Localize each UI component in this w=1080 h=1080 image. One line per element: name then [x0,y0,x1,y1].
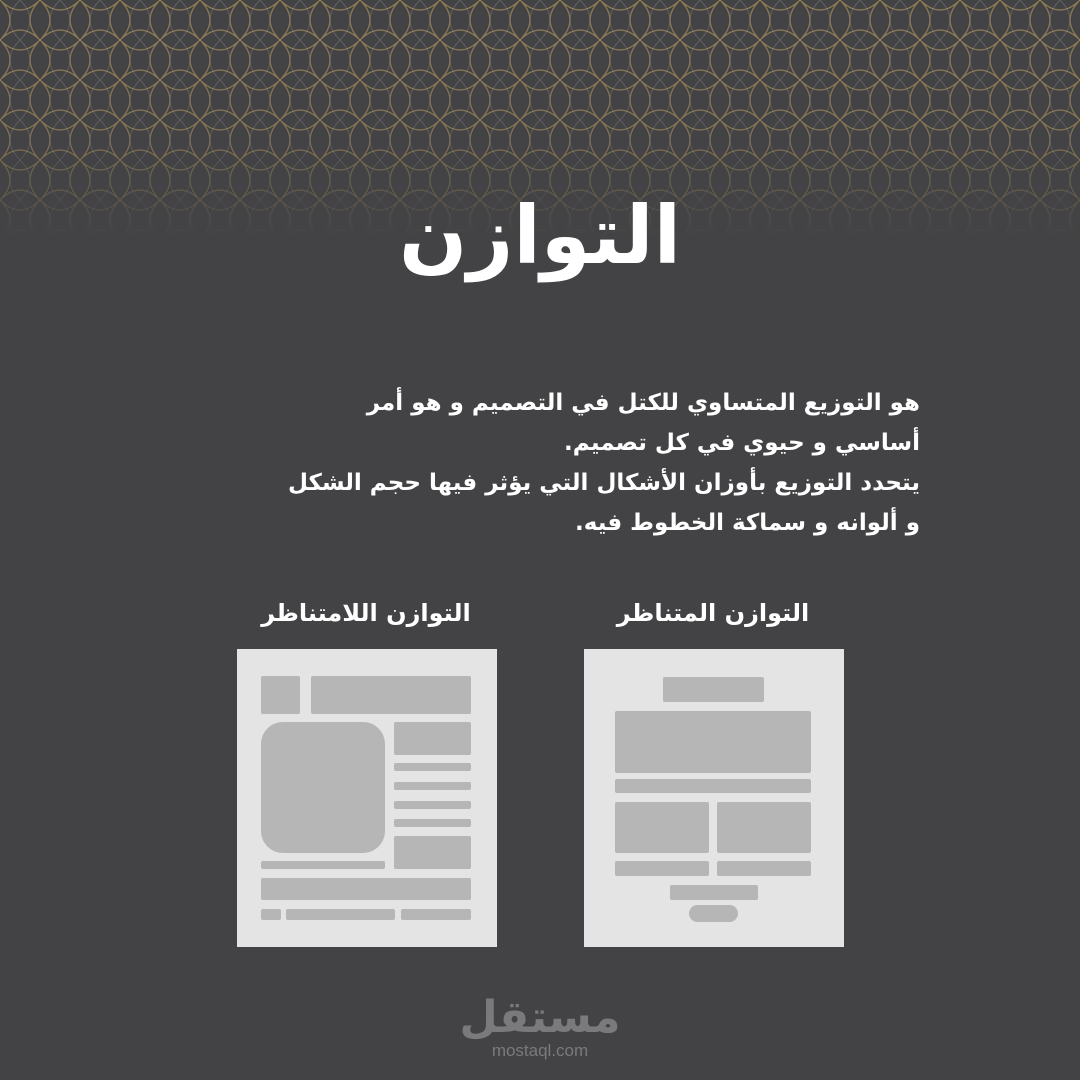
layout-block [401,909,471,920]
layout-block [394,782,471,790]
layout-block [261,676,300,714]
layout-block [261,909,281,920]
layout-block [261,861,385,869]
layout-block [311,676,471,714]
layout-block [615,711,811,773]
layout-block [261,722,385,853]
layout-block [717,861,811,876]
layout-block [615,861,709,876]
layout-block [717,802,811,853]
page-title: التوازن [398,189,682,282]
layout-block [663,677,764,702]
mostaql-logo [440,992,640,1062]
layout-block [394,836,471,869]
layout-block [394,763,471,771]
symmetric-balance-caption: التوازن المتناظر [616,599,810,627]
layout-block [615,802,709,853]
logo-url: mostaql.com [491,1041,589,1060]
asymmetric-balance-caption: التوازن اللامتناظر [261,599,471,627]
symmetric-layout-illustration [584,649,844,947]
asymmetric-layout-illustration [237,649,497,947]
layout-block [394,801,471,809]
layout-block [394,819,471,827]
layout-block [670,885,758,900]
description [280,383,920,543]
layout-block [615,779,811,793]
description-paragraph-1: هو التوزيع المتساوي للكتل في التصميم و هو أمر أساسي و حيوي في كل تصميم. [366,390,920,456]
layout-block [286,909,395,920]
layout-block [689,905,738,922]
description-paragraph-2: يتحدد التوزيع بأوزان الأشكال التي يؤثر فيها حجم الشكل و ألوانه و سماكة الخطوط فيه. [287,470,920,536]
layout-block [261,878,471,900]
layout-block [394,722,471,755]
logo-wordmark: مستقل [459,992,621,1043]
